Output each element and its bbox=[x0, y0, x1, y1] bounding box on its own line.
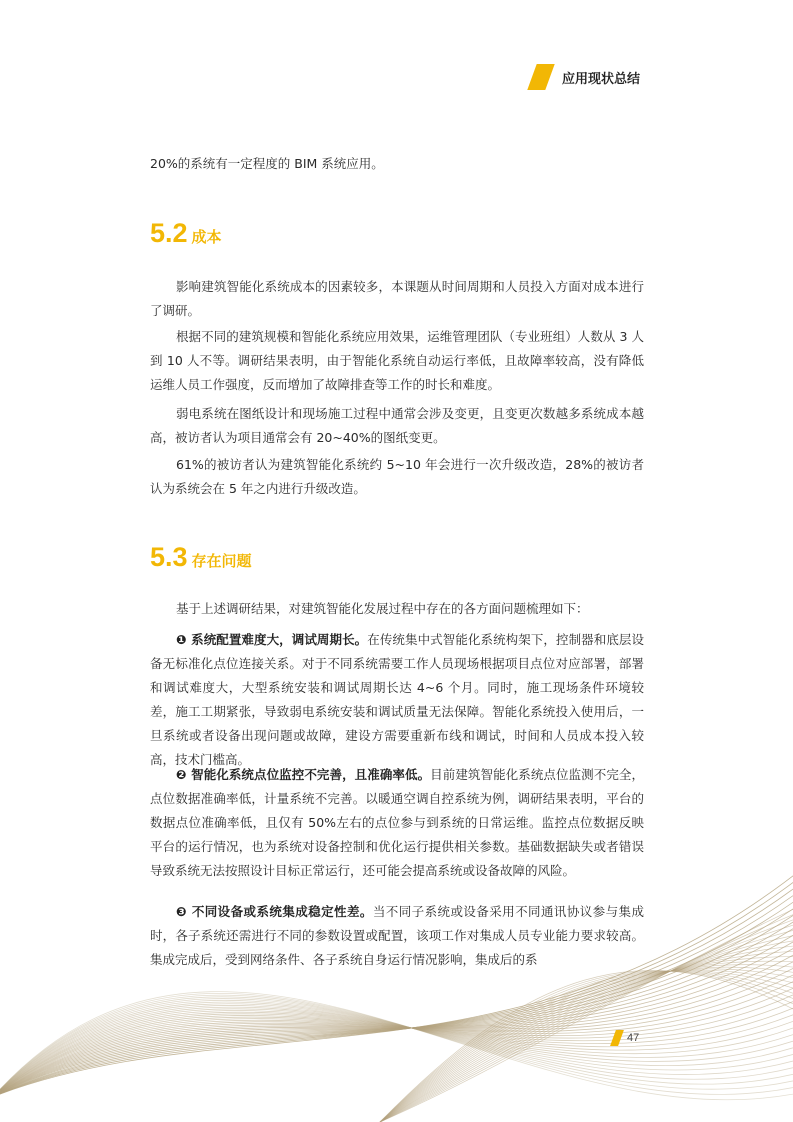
issue-marker: ❶ bbox=[176, 632, 187, 647]
page-number bbox=[613, 1030, 639, 1046]
issue-text: 在传统集中式智能化系统构架下，控制器和底层设备无标准化点位连接关系。对于不同系统需要工作人员现场根据项目点位对应部署，部署和调试难度大，大型系统安装和调试周期长达 4~6 个月。同时，施工现场条件环境较差，施工工期紧张，导致弱电系统安装和调试质量无法保障。智能化系统投入使用后，一旦系统或者设备出现问题或故障，建设方需要重新布线和调试，时间和人员成本投入较高，技术门槛高。 bbox=[150, 632, 644, 767]
wave-line bbox=[0, 958, 793, 1107]
page-number-text: 47 bbox=[627, 1032, 640, 1044]
wave-line bbox=[0, 1007, 793, 1109]
section-title: 存在问题 bbox=[191, 552, 252, 570]
issue-text: 当不同子系统或设备采用不同通讯协议参与集成时，各子系统还需进行不同的参数设置或配置，该项工作对集成人员专业能力要求较高。集成完成后，受到网络条件、各子系统自身运行情况影响，集成后的系 bbox=[150, 904, 644, 967]
section-header-tag bbox=[532, 64, 640, 90]
section-header-label: 应用现状总结 bbox=[562, 71, 641, 87]
issue-item bbox=[150, 900, 644, 972]
wave-line bbox=[0, 997, 793, 1111]
section-number: 5.3 bbox=[150, 542, 188, 572]
section-heading-5-2 bbox=[150, 218, 222, 249]
accent-slash-icon bbox=[610, 1030, 624, 1046]
issue-marker: ❸ bbox=[176, 904, 188, 919]
paragraph: 61%的被访者认为建筑智能化系统约 5~10 年会进行一次升级改造，28%的被访者认为系统会在 5 年之内进行升级改造。 bbox=[150, 457, 644, 496]
issue-marker: ❷ bbox=[176, 767, 187, 782]
section-title: 成本 bbox=[191, 228, 222, 246]
section-heading-5-3 bbox=[150, 542, 252, 573]
wave-line bbox=[380, 969, 793, 1122]
paragraph: 根据不同的建筑规模和智能化系统应用效果，运维管理团队（专业班组）人数从 3 人到 10 人不等。调研结果表明，由于智能化系统自动运行率低，且故障率较高，没有降低运维人员工作强度，反而增加了故障排查等工作的时长和难度。 bbox=[150, 329, 644, 392]
paragraph: 影响建筑智能化系统成本的因素较多，本课题从时间周期和人员投入方面对成本进行了调研。 bbox=[150, 279, 644, 318]
paragraph: 弱电系统在图纸设计和现场施工过程中通常会涉及变更，且变更次数越多系统成本越高，被访者认为项目通常会有 20~40%的图纸变更。 bbox=[150, 406, 644, 445]
section-number: 5.2 bbox=[150, 218, 188, 248]
section-intro: 基于上述调研结果，对建筑智能化发展过程中存在的各方面问题梳理如下： bbox=[176, 601, 589, 616]
issue-heading: 不同设备或系统集成稳定性差。 bbox=[191, 904, 373, 919]
accent-slash-icon bbox=[527, 64, 554, 90]
issue-text: 目前建筑智能化系统点位监测不完全，点位数据准确率低，计量系统不完善。以暖通空调自控系统为例，调研结果表明，平台的数据点位准确率低，且仅有 50%左右的点位参与到系统的日常运维。监控点位数据反映平台的运行情况，也为系统对设备控制和优化运行提供相关参数。基础数据缺失或者错误导致系统无法按照设计目标正常运行，还可能会提高系统或设备故障的风险。 bbox=[150, 767, 644, 878]
issue-item bbox=[150, 628, 644, 772]
issue-heading: 智能化系统点位监控不完善，且准确率低。 bbox=[191, 767, 431, 782]
intro-text: 20%的系统有一定程度的 BIM 系统应用。 bbox=[150, 156, 384, 171]
issue-heading: 系统配置难度大，调试周期长。 bbox=[191, 632, 368, 647]
issue-item bbox=[150, 763, 644, 883]
